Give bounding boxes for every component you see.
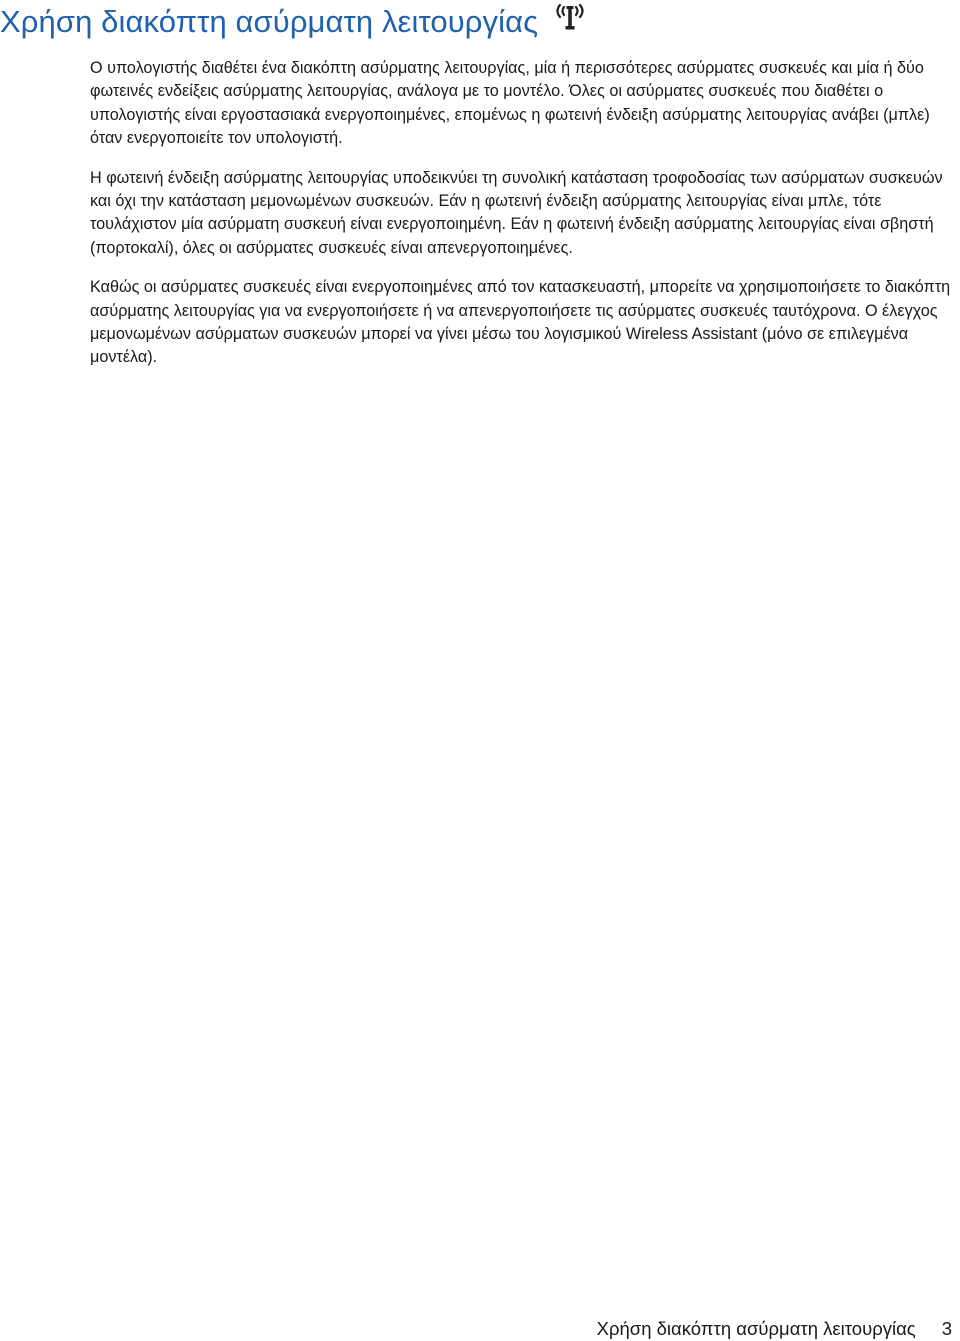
page-title: Χρήση διακόπτη ασύρματη λειτουργίας (0, 4, 539, 39)
paragraph-wireless-assistant: Καθώς οι ασύρματες συσκευές είναι ενεργοποιημένες από τον κατασκευαστή, μπορείτε να χρησιμοποιήσετε το διακόπτη ασύρματης λειτουργίας για να ενεργοποιήσετε ή να απενεργοποιήσετε τις ασύρματες συσκευές ταυτόχρονα. Ο έλεγχος μεμονωμένων ασύρματων συσκευών μπορεί να γίνει μέσω του λογισμικού Wireless Assistant (μόνο σε επιλεγμένα μοντέλα). (90, 278, 951, 367)
page-footer (597, 1317, 952, 1341)
title-row (0, 2, 594, 42)
footer-page-number: 3 (941, 1318, 952, 1339)
body-content (90, 57, 952, 386)
footer-section-title: Χρήση διακόπτη ασύρματη λειτουργίας (596, 1318, 916, 1339)
paragraph-intro: Ο υπολογιστής διαθέτει ένα διακόπτη ασύρματης λειτουργίας, μία ή περισσότερες ασύρματες συσκευές και μία ή δύο φωτεινές ενδείξεις ασύρματης λειτουργίας, ανάλογα με το μοντέλο. Όλες οι ασύρματες συσκευές που διαθέτει ο υπολογιστής είναι εργοστασιακά ενεργοποιημένες, επομένως η φωτεινή ένδειξη ασύρματης λειτουργίας ανάβει (μπλε) όταν ενεργοποιείτε τον υπολογιστή. (90, 59, 930, 148)
paragraph-light-status: Η φωτεινή ένδειξη ασύρματης λειτουργίας υποδεικνύει τη συνολική κατάσταση τροφοδοσίας των ασύρματων συσκευών και όχι την κατάσταση μεμονωμένων συσκευών. Εάν η φωτεινή ένδειξη ασύρματης λειτουργίας είναι μπλε, τότε τουλάχιστον μία ασύρματη συσκευή είναι ενεργοποιημένη. Εάν η φωτεινή ένδειξη ασύρματης λειτουργίας είναι σβηστή (πορτοκαλί), όλες οι ασύρματες συσκευές είναι απενεργοποιημένες. (90, 168, 943, 257)
wireless-icon (550, 0, 594, 36)
